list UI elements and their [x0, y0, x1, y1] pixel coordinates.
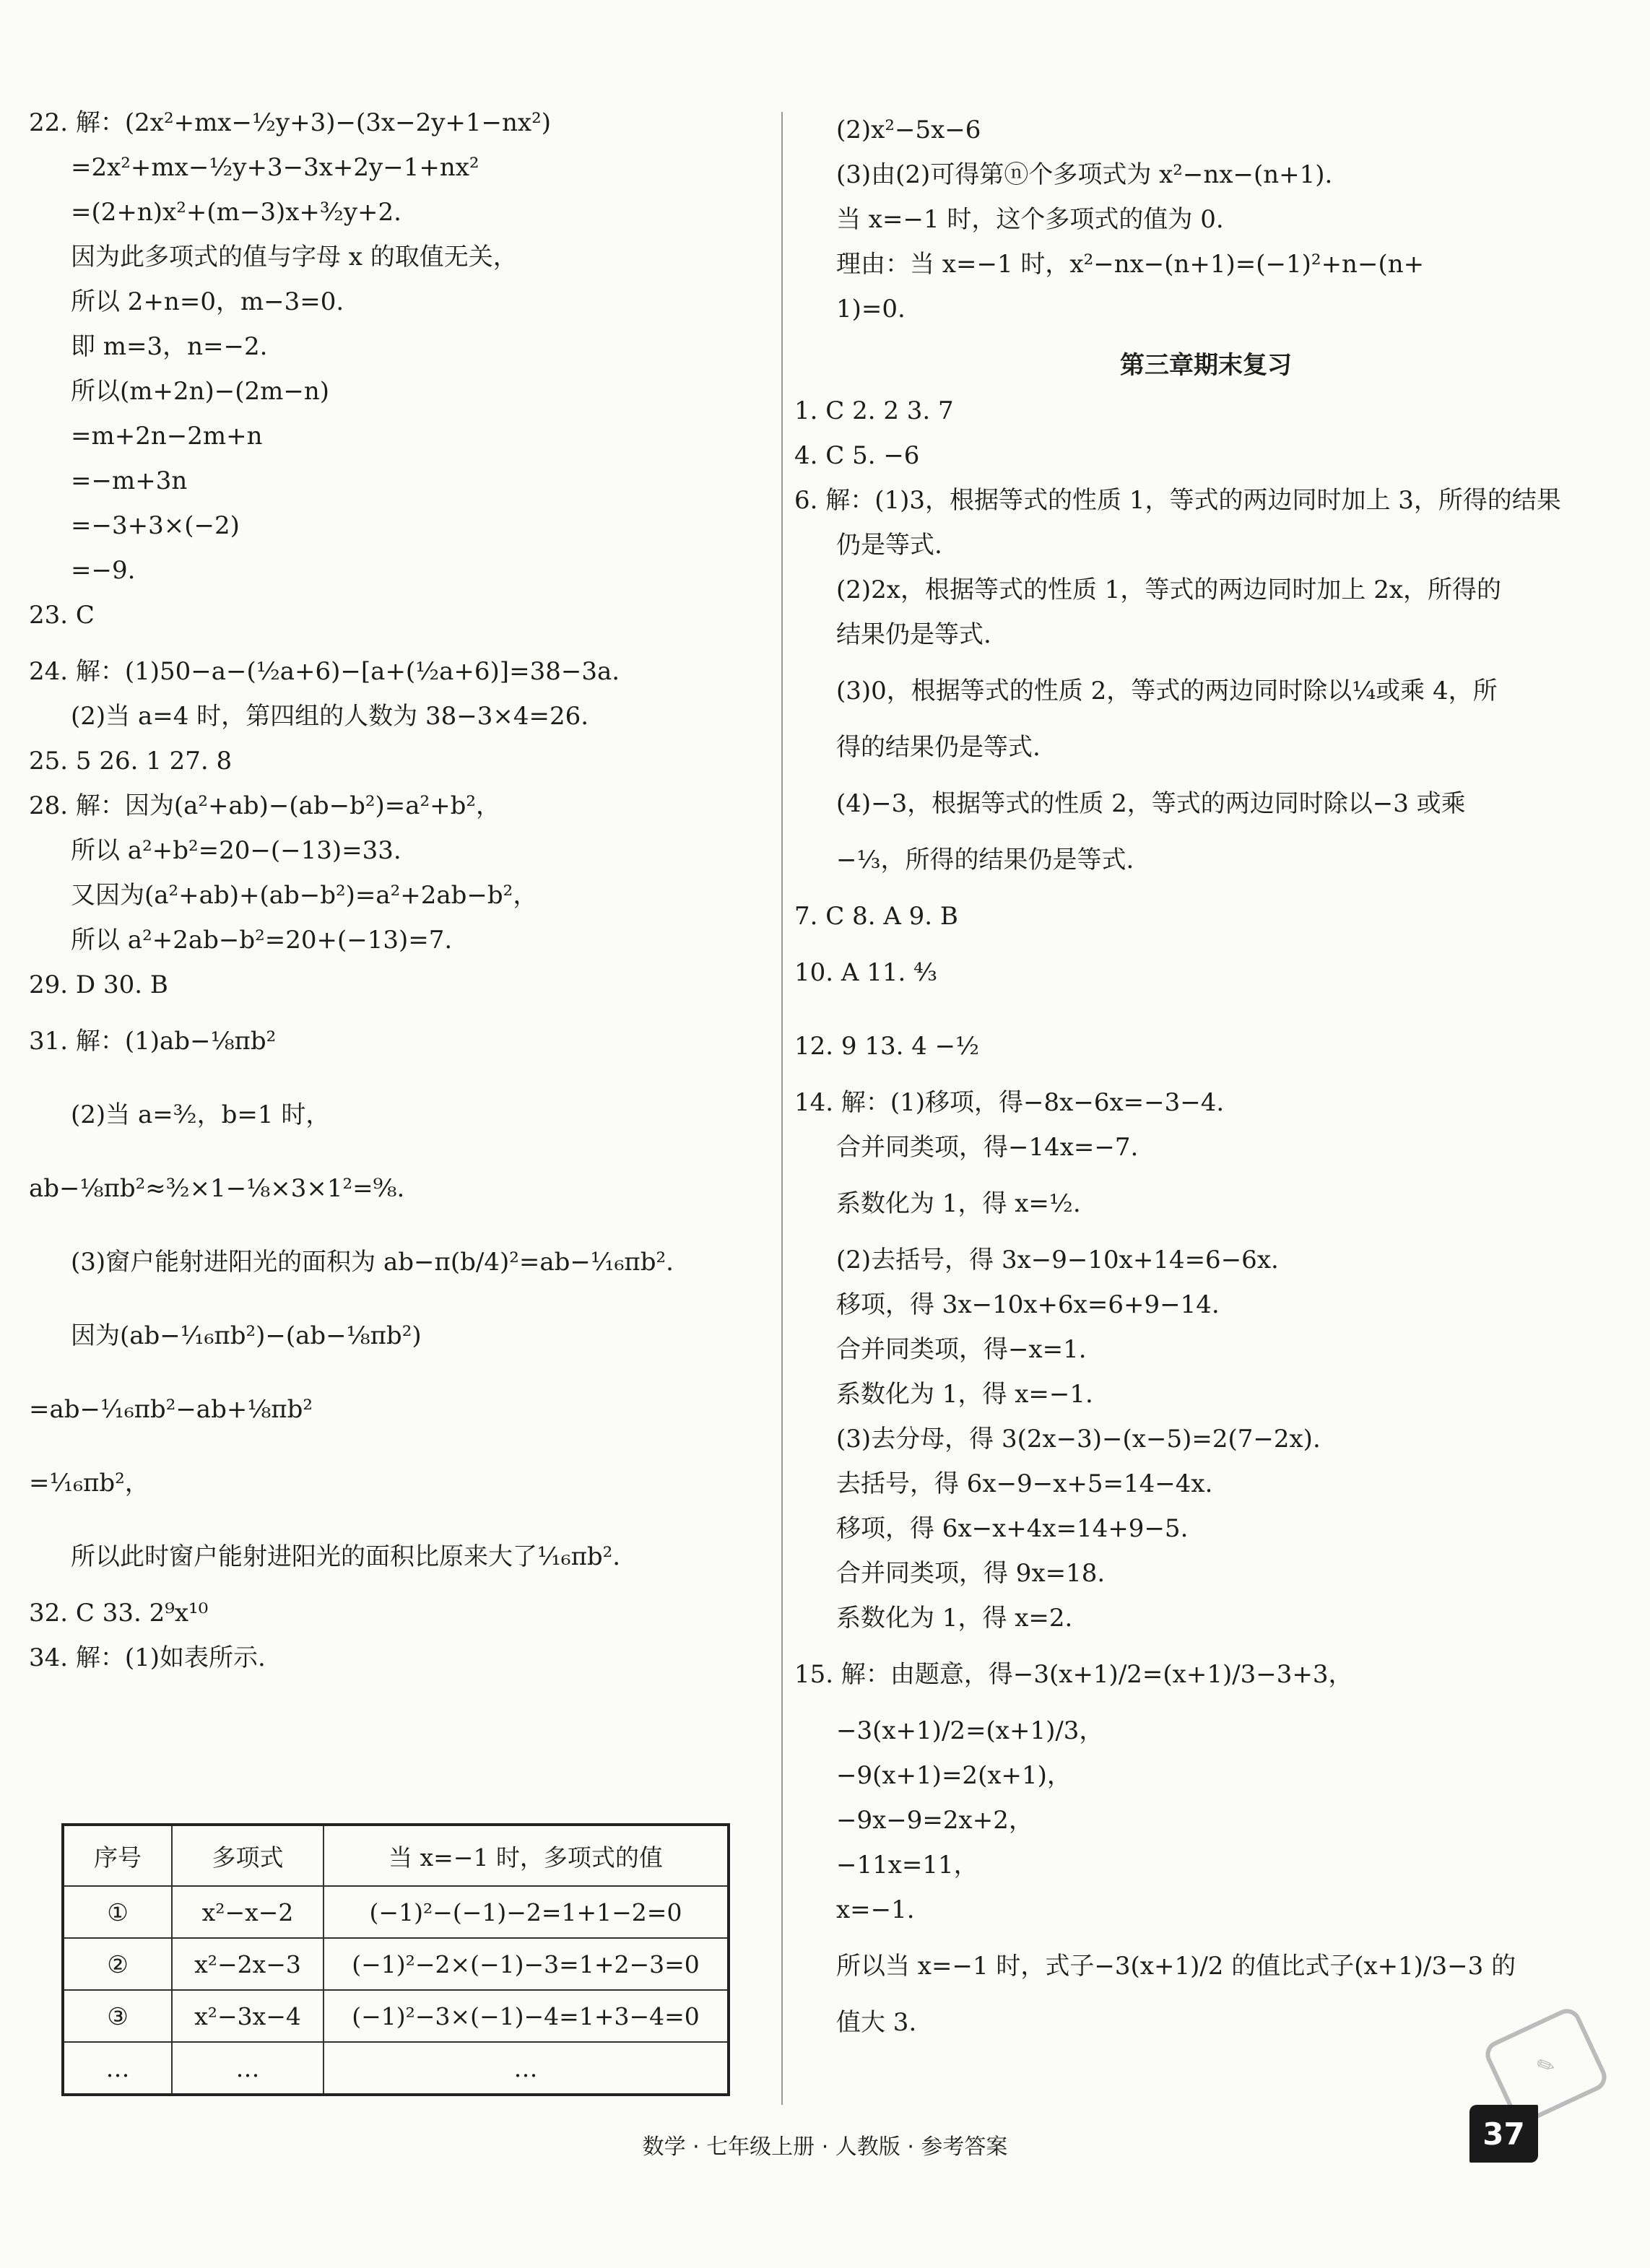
table-cell: x²−x−2 [172, 1886, 324, 1938]
column-header: 当 x=−1 时，多项式的值 [324, 1825, 729, 1886]
text-line: 28. 解：因为(a²+ab)−(ab−b²)=a²+b²， [29, 791, 501, 820]
text-line: (3)由(2)可得第ⓝ个多项式为 x²−nx−(n+1). [836, 160, 1333, 189]
text-line: =−3+3×(−2) [71, 511, 240, 540]
text-line: 所以(m+2n)−(2m−n) [71, 377, 330, 406]
text-line: 所以 2+n=0，m−3=0. [71, 287, 344, 316]
text-line: 所以 a²+2ab−b²=20+(−13)=7. [71, 926, 453, 955]
column-divider [781, 112, 783, 2105]
table-cell: x²−3x−4 [172, 1990, 324, 2042]
text-line: 22. 解：(2x²+mx−½y+3)−(3x−2y+1−nx²) [29, 108, 551, 137]
text-line: 25. 5 26. 1 27. 8 [29, 747, 233, 775]
text-line: =ab−¹⁄₁₆πb²−ab+⅛πb² [29, 1395, 313, 1424]
text-line: (4)−3，根据等式的性质 2，等式的两边同时除以−3 或乘 [836, 789, 1466, 818]
text-line: 因为(ab−¹⁄₁₆πb²)−(ab−⅛πb²) [71, 1321, 422, 1350]
table-cell: … [324, 2042, 729, 2095]
text-line: x=−1. [836, 1895, 915, 1924]
table-cell: ① [63, 1886, 172, 1938]
table-cell: ③ [63, 1990, 172, 2042]
column-header: 序号 [63, 1825, 172, 1886]
text-line: 得的结果仍是等式. [836, 733, 1041, 762]
text-line: 去括号，得 6x−9−x+5=14−4x. [836, 1469, 1213, 1498]
text-line: 合并同类项，得−14x=−7. [836, 1133, 1139, 1162]
text-line: 又因为(a²+ab)+(ab−b²)=a²+2ab−b²， [71, 881, 538, 910]
text-line: 当 x=−1 时，这个多项式的值为 0. [836, 205, 1224, 234]
text-line: =2x²+mx−½y+3−3x+2y−1+nx² [71, 153, 479, 182]
text-line: (2)2x，根据等式的性质 1，等式的两边同时加上 2x，所得的 [836, 575, 1502, 604]
text-line: (2)x²−5x−6 [836, 116, 981, 144]
text-line: 15. 解：由题意，得−3(x+1)/2=(x+1)/3−3+3， [794, 1660, 1353, 1689]
text-line: −9(x+1)=2(x+1)， [836, 1761, 1072, 1790]
text-line: 所以 a²+b²=20−(−13)=33. [71, 836, 401, 865]
table-cell: … [63, 2042, 172, 2095]
text-line: 值大 3. [836, 2008, 917, 2037]
section-title: 第三章期末复习 [1120, 351, 1292, 380]
text-line: 12. 9 13. 4 −½ [794, 1032, 980, 1061]
table-cell: ② [63, 1938, 172, 1990]
page-footer: 数学 · 七年级上册 · 人教版 · 参考答案 [642, 2134, 1008, 2160]
left-column [29, 108, 773, 1672]
watermark-stamp-icon: ✎ [1481, 2004, 1611, 2128]
text-line: 23. C [29, 601, 95, 630]
text-line: (2)去括号，得 3x−9−10x+14=6−6x. [836, 1246, 1279, 1274]
text-line: 所以此时窗户能射进阳光的面积比原来大了¹⁄₁₆πb². [71, 1542, 621, 1571]
table-row [63, 1938, 729, 1990]
page-number: 37 [1469, 2105, 1538, 2163]
text-line: =−9. [71, 556, 136, 585]
text-line: (2)当 a=³⁄₂，b=1 时， [71, 1100, 331, 1129]
table-row [63, 1990, 729, 2042]
text-line: 移项，得 3x−10x+6x=6+9−14. [836, 1290, 1220, 1319]
column-header: 多项式 [172, 1825, 324, 1886]
text-line: 24. 解：(1)50−a−(½a+6)−[a+(½a+6)]=38−3a. [29, 657, 620, 686]
table-header-row [63, 1825, 729, 1886]
text-line: −9x−9=2x+2， [836, 1806, 1033, 1835]
right-column [794, 116, 1618, 2037]
text-line: 34. 解：(1)如表所示. [29, 1643, 266, 1672]
text-line: 29. D 30. B [29, 970, 168, 999]
text-line: 10. A 11. ⁴⁄₃ [794, 958, 938, 987]
table-cell: (−1)²−(−1)−2=1+1−2=0 [324, 1886, 729, 1938]
table-cell: (−1)²−2×(−1)−3=1+2−3=0 [324, 1938, 729, 1990]
text-line: (2)当 a=4 时，第四组的人数为 38−3×4=26. [71, 702, 589, 731]
text-line: =m+2n−2m+n [71, 422, 263, 451]
text-line: 所以当 x=−1 时，式子−3(x+1)/2 的值比式子(x+1)/3−3 的 [836, 1952, 1516, 1981]
text-line: =−m+3n [71, 466, 188, 495]
text-line: 4. C 5. −6 [794, 441, 920, 470]
text-line: =(2+n)x²+(m−3)x+³⁄₂y+2. [71, 198, 401, 227]
text-line: 移项，得 6x−x+4x=14+9−5. [836, 1514, 1189, 1543]
table-row [63, 2042, 729, 2095]
text-line: (3)去分母，得 3(2x−3)−(x−5)=2(7−2x). [836, 1425, 1321, 1454]
text-line: (3)窗户能射进阳光的面积为 ab−π(b/4)²=ab−¹⁄₁₆πb². [71, 1248, 674, 1277]
text-line: 14. 解：(1)移项，得−8x−6x=−3−4. [794, 1088, 1225, 1117]
text-line: 32. C 33. 2⁹x¹⁰ [29, 1599, 209, 1628]
text-line: ab−⅛πb²≈³⁄₂×1−⅛×3×1²=⁹⁄₈. [29, 1174, 405, 1203]
text-line: 合并同类项，得−x=1. [836, 1335, 1087, 1364]
text-line: 因为此多项式的值与字母 x 的取值无关， [71, 243, 518, 271]
table-cell: x²−2x−3 [172, 1938, 324, 1990]
text-line: (3)0，根据等式的性质 2，等式的两边同时除以¼或乘 4，所 [836, 677, 1498, 705]
table-cell: … [172, 2042, 324, 2095]
text-line: 系数化为 1，得 x=−1. [836, 1380, 1093, 1409]
text-line: −3(x+1)/2=(x+1)/3， [836, 1716, 1104, 1745]
text-line: 1. C 2. 2 3. 7 [794, 396, 954, 425]
text-line: −⅓，所得的结果仍是等式. [836, 846, 1134, 874]
text-line: 系数化为 1，得 x=½. [836, 1189, 1081, 1218]
text-line: 即 m=3，n=−2. [71, 332, 268, 361]
text-line: 仍是等式. [836, 531, 942, 560]
text-line: 31. 解：(1)ab−⅛πb² [29, 1027, 277, 1056]
table-cell: (−1)²−3×(−1)−4=1+3−4=0 [324, 1990, 729, 2042]
text-line: =¹⁄₁₆πb²， [29, 1469, 149, 1498]
text-line: 合并同类项，得 9x=18. [836, 1559, 1106, 1588]
text-line: 系数化为 1，得 x=2. [836, 1604, 1073, 1633]
table-row [63, 1886, 729, 1938]
text-line: 6. 解：(1)3，根据等式的性质 1，等式的两边同时加上 3，所得的结果 [794, 486, 1561, 515]
text-line: 结果仍是等式. [836, 620, 991, 649]
text-line: −11x=11， [836, 1851, 978, 1880]
polynomial-table [61, 1823, 730, 2096]
text-line: 7. C 8. A 9. B [794, 902, 958, 931]
text-line: 1)=0. [836, 295, 906, 323]
text-line: 理由：当 x=−1 时，x²−nx−(n+1)=(−1)²+n−(n+ [836, 250, 1425, 279]
